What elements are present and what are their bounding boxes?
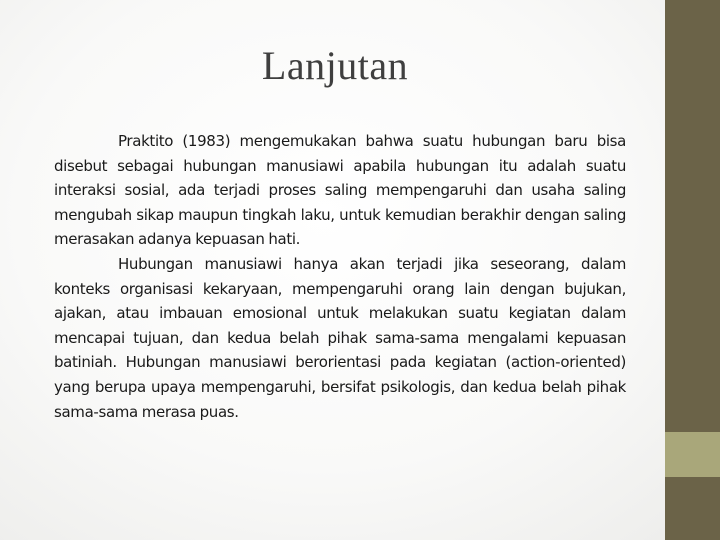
sidebar-decoration-dark — [665, 0, 720, 432]
paragraph-2: Hubungan manusiawi hanya akan terjadi jika seseorang, dalam konteks organisasi kekaryaan, mempengaruhi orang lain dengan bujukan, ajakan, atau imbauan emosional untuk melakukan suatu kegiatan dalam mencapai tujuan, dan kedua belah pihak sama-sama mengalami kepuasan batiniah. Hubungan manusiawi berorientasi pada kegiatan (action-oriented) yang berupa upaya mempengaruhi, bersifat psikologis, dan kedua belah pihak sama-sama merasa puas. — [54, 254, 626, 421]
sidebar-decoration-accent — [665, 432, 720, 477]
slide-title: Lanjutan — [261, 43, 409, 88]
sidebar-decoration-dark-bottom — [665, 477, 720, 540]
paragraph-1: Praktito (1983) mengemukakan bahwa suatu hubungan baru bisa disebut sebagai hubungan manusiawi apabila hubungan itu adalah suatu interaksi sosial, ada terjadi proses saling mempengaruhi dan usaha saling mengubah sikap maupun tingkah laku, untuk kemudian berakhir dengan saling merasakan adanya kepuasan hati. — [54, 132, 626, 249]
slide-body — [54, 129, 626, 424]
